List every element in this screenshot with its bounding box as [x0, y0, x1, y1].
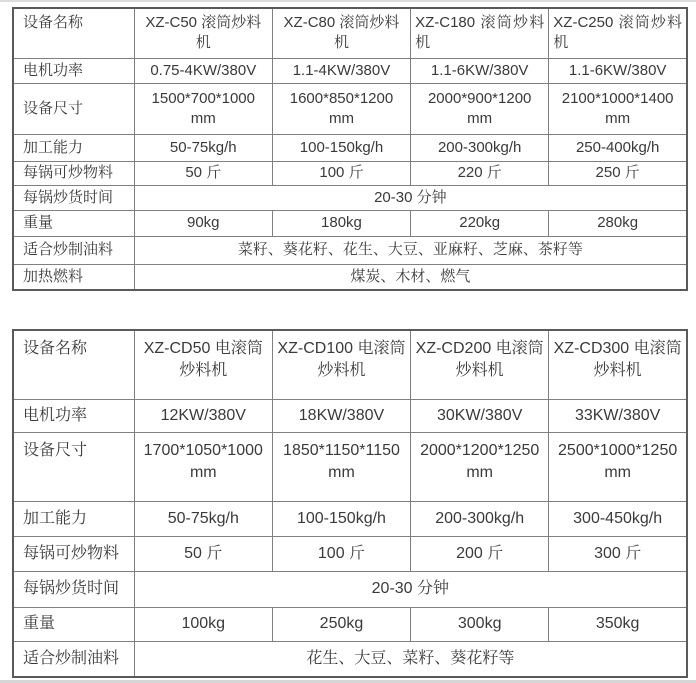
spec-value-cell: 280kg [549, 210, 687, 236]
spec-value-cell [272, 83, 410, 134]
row-label: 每锅炒货时间 [13, 571, 134, 607]
row-label: 适合炒制油料 [13, 641, 134, 677]
spec-value-cell: 1.1-6KW/380V [411, 58, 549, 83]
spec-value-cell: 33KW/380V [549, 399, 687, 432]
merged-value-cell: 20-30 分钟 [134, 185, 687, 210]
spec-value-cell: 90kg [134, 210, 272, 236]
row-label: 每锅炒货时间 [13, 185, 134, 210]
table-row-weight [13, 210, 687, 236]
spec-table-electric-roaster [12, 329, 688, 678]
spec-value-cell [134, 83, 272, 134]
spec-value-cell: 220 斤 [411, 161, 549, 185]
dimension-unit: mm [605, 109, 631, 127]
spec-value-cell: 300kg [411, 607, 549, 641]
merged-value-cell: 花生、大豆、菜籽、葵花籽等 [134, 641, 687, 677]
dimension-value: 2100*1000*1400 [561, 89, 674, 107]
merged-value-cell: 菜籽、葵花籽、花生、大豆、亚麻籽、芝麻、茶籽等 [134, 236, 687, 264]
spec-value-cell [549, 432, 687, 501]
row-label: 重量 [13, 210, 134, 236]
spec-value-cell: 200 斤 [411, 536, 549, 571]
dimension-unit: mm [467, 109, 493, 127]
spec-value-cell [411, 83, 549, 134]
spec-value-cell: 1.1-4KW/380V [272, 58, 410, 83]
table-row-device-name [13, 8, 687, 58]
spec-value-cell: 100 斤 [272, 161, 410, 185]
spec-value-cell: 250 斤 [549, 161, 687, 185]
row-label: 加工能力 [13, 501, 134, 536]
table-row-motor-power [13, 58, 687, 83]
row-label: 设备名称 [13, 8, 134, 58]
spec-value-cell: 1.1-6KW/380V [549, 58, 687, 83]
dimension-unit: mm [466, 463, 493, 481]
table-row-batch-amount [13, 536, 687, 571]
spec-table-gas-roaster [12, 7, 688, 291]
spec-value-cell [272, 432, 410, 501]
row-label: 加热燃料 [13, 264, 134, 290]
model-name-cell: XZ-C80 滚筒炒料机 [272, 8, 410, 58]
spec-value-cell: 30KW/380V [411, 399, 549, 432]
spec-value-cell: 50-75kg/h [134, 134, 272, 161]
row-label: 设备尺寸 [13, 432, 134, 501]
spec-value-cell: 350kg [549, 607, 687, 641]
model-name-cell: XZ-CD200 电滚筒炒料机 [411, 330, 549, 399]
table-row-device-size [13, 83, 687, 134]
spec-value-cell: 50 斤 [134, 161, 272, 185]
dimension-value: 2000*1200*1250 [420, 441, 540, 459]
spec-value-cell: 12KW/380V [134, 399, 272, 432]
spec-value-cell: 220kg [411, 210, 549, 236]
table-row-suitable-oils [13, 236, 687, 264]
spec-value-cell: 100-150kg/h [272, 134, 410, 161]
model-name-cell: XZ-CD100 电滚筒炒料机 [272, 330, 410, 399]
row-label: 设备尺寸 [13, 83, 134, 134]
spec-value-cell [411, 432, 549, 501]
spec-value-cell: 300-450kg/h [549, 501, 687, 536]
table-row-suitable-oils [13, 641, 687, 677]
merged-value-cell: 煤炭、木材、燃气 [134, 264, 687, 290]
spec-value-cell: 100-150kg/h [272, 501, 410, 536]
dimension-unit: mm [328, 109, 354, 127]
spec-value-cell: 18KW/380V [272, 399, 410, 432]
row-label: 电机功率 [13, 58, 134, 83]
spec-value-cell: 50-75kg/h [134, 501, 272, 536]
table-row-heating-fuel [13, 264, 687, 290]
merged-value-cell: 20-30 分钟 [134, 571, 687, 607]
row-label: 每锅可炒物料 [13, 161, 134, 185]
dimension-unit: mm [190, 109, 216, 127]
row-label: 设备名称 [13, 330, 134, 399]
spec-value-cell: 200-300kg/h [411, 134, 549, 161]
row-label: 重量 [13, 607, 134, 641]
dimension-unit: mm [604, 463, 631, 481]
row-label: 电机功率 [13, 399, 134, 432]
table-row-weight [13, 607, 687, 641]
model-name-cell: XZ-CD50 电滚筒炒料机 [134, 330, 272, 399]
table-row-roasting-time [13, 571, 687, 607]
dimension-unit: mm [328, 463, 355, 481]
spec-value-cell: 100 斤 [272, 536, 410, 571]
spec-value-cell: 200-300kg/h [411, 501, 549, 536]
spec-value-cell: 180kg [272, 210, 410, 236]
table-row-motor-power [13, 399, 687, 432]
dimension-value: 1700*1050*1000 [143, 441, 263, 459]
dimension-value: 2500*1000*1250 [558, 441, 678, 459]
dimension-value: 1500*700*1000 [151, 89, 255, 107]
table-row-device-name [13, 330, 687, 399]
dimension-value: 1850*1150*1150 [283, 441, 400, 459]
spec-value-cell: 300 斤 [549, 536, 687, 571]
top-edge-line [0, 0, 696, 2]
model-name-cell: XZ-C50 滚筒炒料机 [134, 8, 272, 58]
table-row-roasting-time [13, 185, 687, 210]
table-row-device-size [13, 432, 687, 501]
spec-value-cell: 50 斤 [134, 536, 272, 571]
spec-value-cell: 250-400kg/h [549, 134, 687, 161]
table-row-processing-capacity [13, 501, 687, 536]
dimension-value: 2000*900*1200 [427, 89, 532, 107]
dimension-value: 1600*850*1200 [289, 89, 394, 107]
row-label: 每锅可炒物料 [13, 536, 134, 571]
table-row-batch-amount [13, 161, 687, 185]
dimension-unit: mm [189, 463, 217, 481]
row-label: 加工能力 [13, 134, 134, 161]
model-name-cell: XZ-CD300 电滚筒炒料机 [549, 330, 687, 399]
spec-value-cell: 0.75-4KW/380V [134, 58, 272, 83]
model-name-cell: XZ-C180 滚筒炒料机 [411, 8, 549, 58]
table-row-processing-capacity [13, 134, 687, 161]
spec-value-cell [549, 83, 687, 134]
spec-value-cell: 100kg [134, 607, 272, 641]
spec-value-cell: 250kg [272, 607, 410, 641]
spec-value-cell [134, 432, 272, 501]
model-name-cell: XZ-C250 滚筒炒料机 [549, 8, 687, 58]
row-label: 适合炒制油料 [13, 236, 134, 264]
